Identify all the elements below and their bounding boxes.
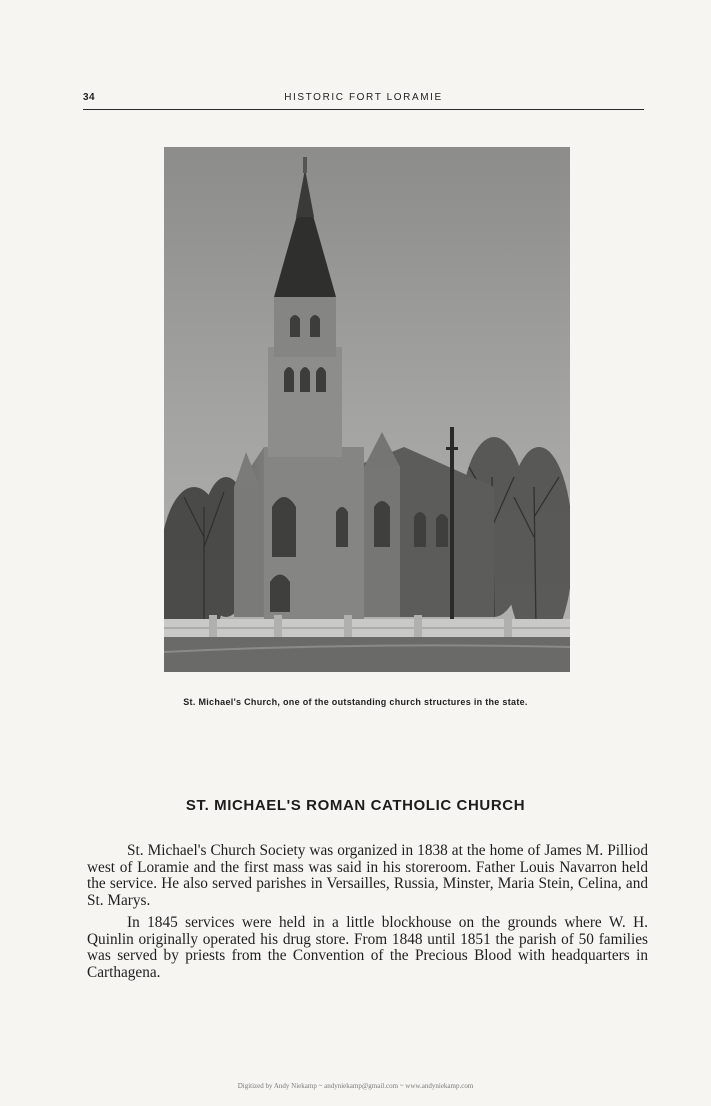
running-head: HISTORIC FORT LORAMIE (284, 92, 443, 103)
body-text (87, 843, 648, 987)
page-header (83, 91, 644, 110)
photo-caption: St. Michael's Church, one of the outstanding church structures in the state. (183, 697, 528, 707)
section-title: ST. MICHAEL'S ROMAN CATHOLIC CHURCH (185, 797, 526, 814)
paragraph: In 1845 services were held in a little blockhouse on the grounds where W. H. Quinlin originally operated his drug store. From 1848 until 1851 the parish of 50 families was served by priests from the Convention of the Precious Blood with headquarters in Carthagena. (87, 913, 648, 981)
paragraph: St. Michael's Church Society was organized in 1838 at the home of James M. Pilliod west of Loramie and the first mass was said in his storeroom. Father Louis Navarron held the service. He also served parishes in Versailles, Russia, Minster, Maria Stein, Celina, and St. Marys. (87, 842, 648, 910)
church-photograph (164, 147, 570, 672)
page-number: 34 (83, 92, 96, 103)
digitization-credit: Digitized by Andy Niekamp ~ andyniekamp@gmail.com ~ www.andyniekamp.com (237, 1082, 474, 1090)
church-illustration (164, 147, 570, 672)
